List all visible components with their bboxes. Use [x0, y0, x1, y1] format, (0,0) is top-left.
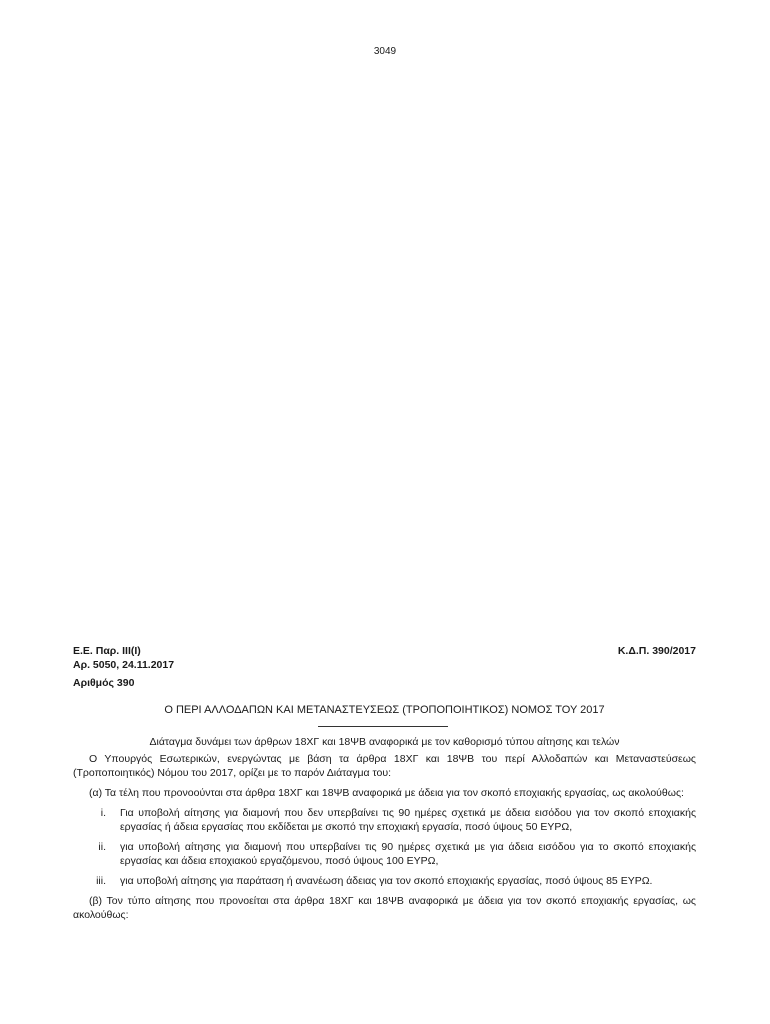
list-item — [73, 840, 696, 868]
page-number: 3049 — [373, 46, 397, 57]
order-subtitle: Διάταγμα δυνάμει των άρθρων 18ΧΓ και 18ΨΒ αναφορικά με τον καθορισμό τύπου αίτησης και τελών — [149, 736, 620, 748]
list-item-number: ii. — [98, 841, 106, 853]
order-number: Αριθμός 390 — [73, 677, 135, 689]
paragraph-a: (α) Τα τέλη που προνοούνται στα άρθρα 18ΧΓ και 18ΨΒ αναφορικά με άδεια για τον σκοπό εποχιακής εργασίας, ως ακολούθως: — [89, 787, 684, 799]
list-item-text: για υποβολή αίτησης για παράταση ή ανανέωση άδειας για τον σκοπό εποχιακής εργασίας, ποσό ύψους 85 ΕΥΡΩ. — [120, 875, 653, 887]
list-item-number: iii. — [96, 875, 106, 887]
list-item-number: i. — [100, 807, 106, 819]
list-item — [73, 806, 696, 834]
gazette-part: Ε.Ε. Παρ. ΙΙΙ(Ι) — [73, 645, 141, 657]
gazette-header — [73, 644, 696, 672]
title-divider — [318, 726, 448, 727]
list-item — [73, 874, 696, 888]
issue-number-date: Αρ. 5050, 24.11.2017 — [73, 659, 175, 671]
document-body — [73, 752, 696, 928]
regulation-reference: Κ.Δ.Π. 390/2017 — [617, 645, 696, 657]
list-item-text: Για υποβολή αίτησης για διαμονή που δεν υπερβαίνει τις 90 ημέρες σχετικά με άδεια εισόδου για τον σκοπό εποχιακής εργασίας ή άδεια εργασίας που εκδίδεται με σκοπό την εποχιακή εργασία, ποσό ύψους 50 ΕΥΡΩ, — [120, 807, 696, 833]
header-row — [73, 644, 696, 658]
paragraph-b: (β) Τον τύπο αίτησης που προνοείται στα άρθρα 18ΧΓ και 18ΨΒ αναφορικά με άδεια για τον σκοπό εποχιακής εργασίας, ως ακολούθως: — [73, 895, 696, 921]
intro-paragraph: Ο Υπουργός Εσωτερικών, ενεργώντας με βάση τα άρθρα 18ΧΓ και 18ΨΒ του περί Αλλοδαπών και Μεταναστεύσεως (Τροποποιητικός) Νόμου του 2017, ορίζει με το παρόν Διάταγμα του: — [73, 753, 696, 779]
list-item-text: για υποβολή αίτησης για διαμονή που υπερβαίνει τις 90 ημέρες σχετικά με για άδεια εισόδου για το σκοπό εποχιακής εργασίας και άδεια εποχιακού εργαζόμενου, ποσό ύψους 100 ΕΥΡΩ, — [120, 841, 696, 867]
law-title: Ο ΠΕΡΙ ΑΛΛΟΔΑΠΩΝ ΚΑΙ ΜΕΤΑΝΑΣΤΕΥΣΕΩΣ (ΤΡΟΠΟΠΟΙΗΤΙΚΟΣ) ΝΟΜΟΣ ΤΟΥ 2017 — [164, 704, 605, 716]
